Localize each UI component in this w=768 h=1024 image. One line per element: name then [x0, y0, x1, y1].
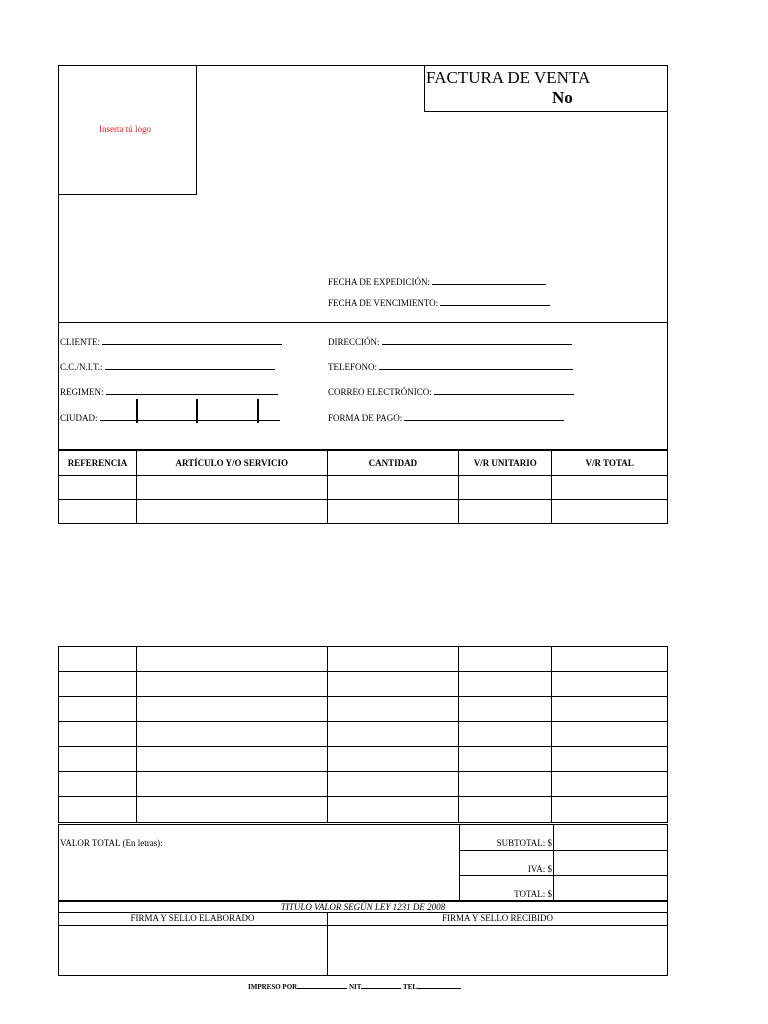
invoice-title: FACTURA DE VENTA — [426, 68, 591, 87]
client-regimen-row — [60, 386, 278, 397]
legal-text: TITULO VALOR SEGÚN LEY 1231 DE 2008 — [280, 902, 446, 912]
table-row[interactable] — [59, 500, 668, 524]
client-phone-field[interactable] — [379, 361, 573, 370]
items-table-top — [58, 450, 668, 524]
header-vr-unitario: V/R UNITARIO — [459, 451, 552, 476]
due-date-row — [328, 297, 550, 308]
client-address-label: DIRECCIÓN: — [328, 337, 380, 347]
issue-date-row — [328, 276, 546, 287]
total-label: TOTAL: $ — [514, 889, 552, 899]
client-nit-field[interactable] — [105, 361, 275, 370]
items-table-bottom — [58, 646, 668, 823]
iva-label: IVA: $ — [527, 864, 552, 874]
subtotal-label: SUBTOTAL: $ — [496, 838, 552, 848]
client-email-field[interactable] — [434, 386, 574, 395]
city-divider-1 — [136, 399, 138, 423]
client-payment-field[interactable] — [404, 412, 564, 421]
client-regimen-field[interactable] — [106, 386, 278, 395]
client-city-row — [60, 412, 280, 423]
printed-nit-field[interactable] — [361, 982, 401, 989]
signature-elaborado-label: FIRMA Y SELLO ELABORADO — [130, 913, 255, 923]
table-row[interactable] — [59, 722, 668, 747]
client-phone-label: TELEFONO: — [328, 362, 377, 372]
client-email-row — [328, 386, 574, 397]
printed-tel-field[interactable] — [417, 982, 461, 989]
client-address-field[interactable] — [382, 336, 572, 345]
logo-placeholder-text: Inserta tú logo — [99, 124, 151, 134]
table-row[interactable] — [59, 672, 668, 697]
city-divider-2 — [196, 399, 198, 423]
client-name-row — [60, 336, 282, 347]
due-date-label: FECHA DE VENCIMIENTO: — [328, 298, 439, 308]
total-in-words-label: VALOR TOTAL (En letras): — [60, 838, 163, 848]
due-date-field[interactable] — [440, 297, 550, 306]
totals-divider-2 — [459, 875, 668, 876]
client-nit-label: C.C./N.I.T.: — [60, 362, 103, 372]
issue-date-label: FECHA DE EXPEDICIÓN: — [328, 277, 431, 287]
issue-date-field[interactable] — [432, 276, 546, 285]
printed-by-label: IMPRESO POR — [248, 983, 298, 991]
signature-divider-h — [58, 925, 668, 926]
table-row[interactable] — [59, 647, 668, 672]
header-divider — [58, 322, 668, 323]
client-nit-row — [60, 361, 275, 372]
client-payment-label: FORMA DE PAGO: — [328, 413, 403, 423]
client-regimen-label: REGIMEN: — [60, 387, 104, 397]
client-city-field[interactable] — [100, 412, 280, 421]
client-payment-row — [328, 412, 564, 423]
client-name-label: CLIENTE: — [60, 337, 100, 347]
client-city-label: CIUDAD: — [60, 413, 98, 423]
header-referencia: REFERENCIA — [59, 451, 137, 476]
header-articulo: ARTÍCULO Y/O SERVICIO — [136, 451, 327, 476]
totals-block — [58, 824, 668, 901]
table-row[interactable] — [59, 476, 668, 500]
signature-recibido-label: FIRMA Y SELLO RECIBIDO — [441, 913, 554, 923]
printed-by-field[interactable] — [297, 982, 347, 989]
table-row[interactable] — [59, 772, 668, 797]
totals-divider-1 — [459, 850, 668, 851]
printed-tel-label: TEL — [403, 983, 418, 991]
client-name-field[interactable] — [102, 336, 282, 345]
header-cantidad: CANTIDAD — [327, 451, 459, 476]
client-email-label: CORREO ELECTRÓNICO: — [328, 387, 432, 397]
invoice-number-label: No — [552, 88, 573, 107]
client-address-row — [328, 336, 572, 347]
printed-nit-label: NIT — [348, 983, 362, 991]
table-row[interactable] — [59, 697, 668, 722]
table-row[interactable] — [59, 797, 668, 823]
table-row[interactable] — [59, 747, 668, 772]
city-divider-3 — [257, 399, 259, 423]
header-vr-total: V/R TOTAL — [552, 451, 668, 476]
items-header-row — [59, 451, 668, 476]
printed-by-row — [248, 982, 461, 991]
client-phone-row — [328, 361, 573, 372]
